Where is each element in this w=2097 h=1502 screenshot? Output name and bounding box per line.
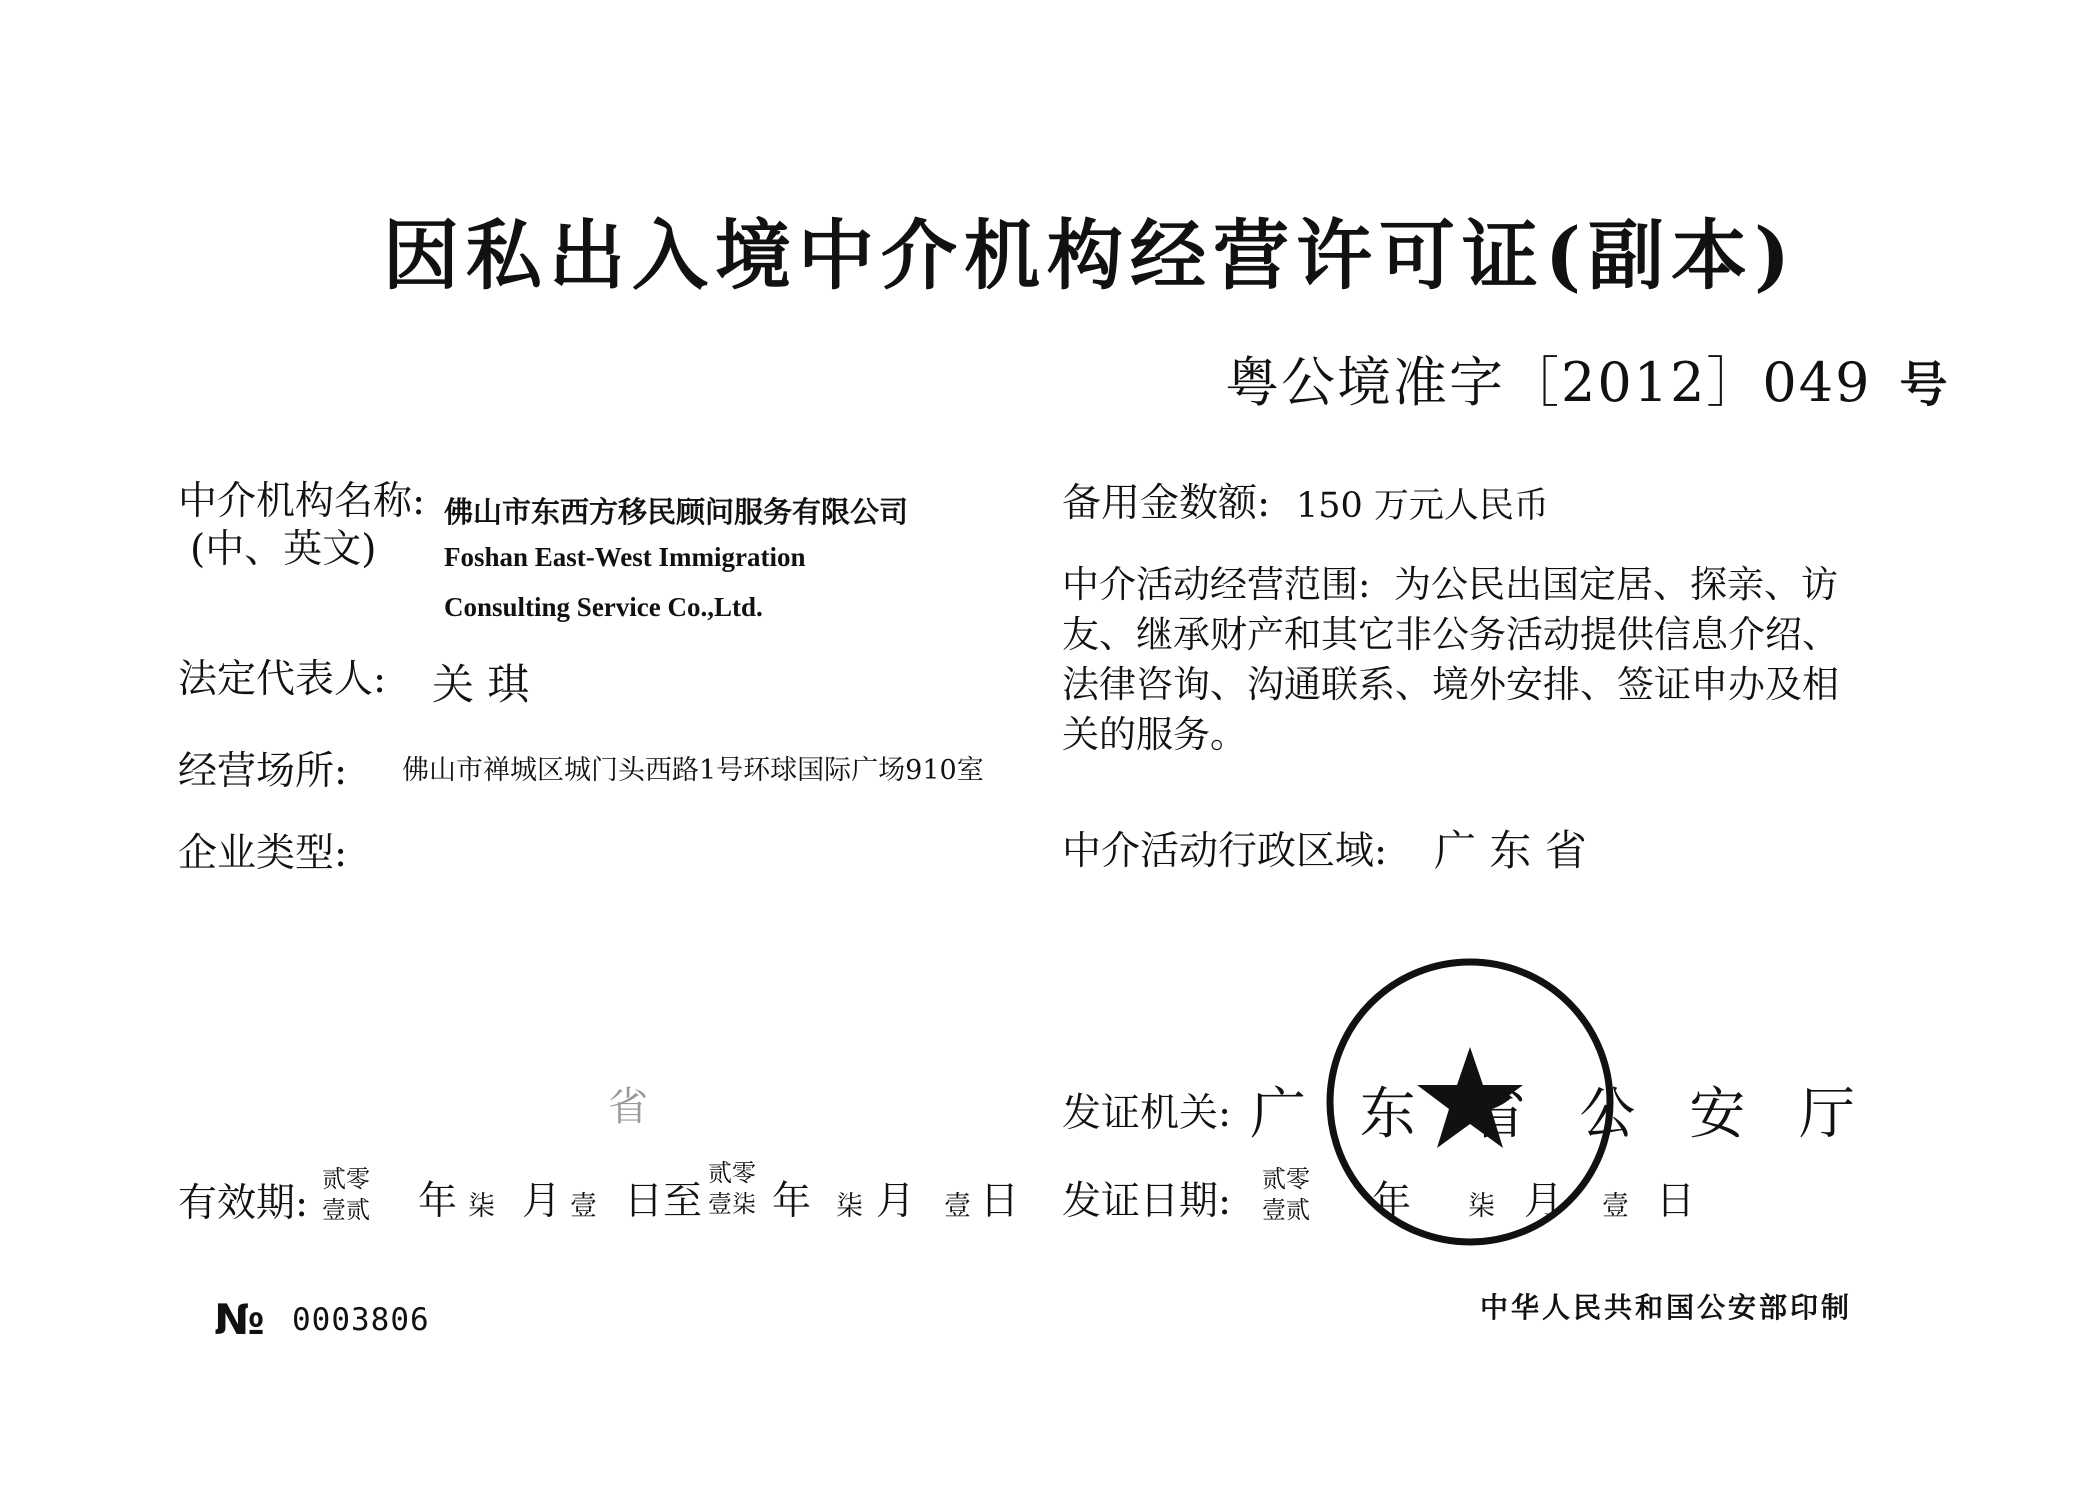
- region-value: 广 东 省: [1434, 826, 1587, 875]
- agency-name-en-line2: Consulting Service Co.,Ltd.: [444, 592, 763, 622]
- validity-yue2: 月: [876, 1179, 916, 1224]
- validity-end-year: [708, 1158, 756, 1220]
- validity-end-month: 柒: [836, 1191, 863, 1222]
- permit-number: [1225, 340, 1950, 417]
- printer-credit: 中华人民共和国公安部印制: [1480, 1291, 1853, 1324]
- legal-rep-value: 关 琪: [432, 660, 530, 709]
- issue-date-month: 柒: [1468, 1191, 1495, 1222]
- issuer-value: 广 东 省 公 安 厅: [1250, 1082, 1874, 1147]
- issue-date-year-top: 贰零: [1262, 1165, 1310, 1193]
- faint-mark-b: 省: [608, 1084, 648, 1130]
- validity-start-month: 柒: [468, 1191, 495, 1222]
- issuer-label: 发证机关:: [1062, 1091, 1232, 1136]
- document-title: 因私出入境中介机构经营许可证(副本): [383, 211, 1797, 300]
- legal-rep-label: 法定代表人:: [178, 657, 387, 702]
- premises-label: 经营场所:: [178, 749, 348, 794]
- permit-number-text: 粤公境准字［2012］049: [1225, 351, 1872, 414]
- validity-nian2: 年: [772, 1179, 812, 1224]
- validity-end-year-top: 贰零: [708, 1159, 756, 1187]
- serial-mark: №: [214, 1295, 265, 1344]
- agency-name-label-sub: (中、英文): [190, 527, 377, 572]
- reserve-fund-label: 备用金数额:: [1062, 481, 1271, 526]
- validity-label: 有效期:: [178, 1181, 309, 1226]
- agency-name-label: 中介机构名称:: [178, 479, 426, 524]
- issue-date-yue: 月: [1524, 1179, 1564, 1224]
- business-scope-value: 为公民出国定居、探亲、访友、继承财产和其它非公务活动提供信息介绍、法律咨询、沟通联系、境外安排、签证申办及相关的服务。: [1062, 563, 1839, 756]
- agency-name-cn: 佛山市东西方移民顾问服务有限公司: [444, 495, 909, 529]
- issue-date-year: [1262, 1164, 1310, 1226]
- enterprise-type-label: 企业类型:: [178, 831, 348, 876]
- validity-start-year-bottom: 壹贰: [322, 1196, 370, 1224]
- validity-end-year-bottom: 壹柒: [708, 1190, 756, 1218]
- validity-start-day: 壹: [570, 1191, 597, 1222]
- permit-number-suffix: 号: [1899, 357, 1950, 413]
- validity-ri2: 日: [980, 1179, 1020, 1224]
- validity-start-year: [322, 1164, 370, 1226]
- issue-date-day: 壹: [1602, 1191, 1629, 1222]
- serial-number: 0003806: [292, 1302, 430, 1338]
- reserve-fund-value: 150 万元人民币: [1296, 486, 1549, 526]
- issue-date-year-bottom: 壹贰: [1262, 1196, 1310, 1224]
- validity-end-day: 壹: [944, 1191, 971, 1222]
- validity-nian: 年: [418, 1179, 458, 1224]
- validity-ri-zhi: 日至: [624, 1179, 703, 1224]
- agency-name-en-line1: Foshan East-West Immigration: [444, 542, 806, 572]
- business-scope-label: 中介活动经营范围:: [1062, 563, 1371, 606]
- issue-date-nian: 年: [1372, 1179, 1412, 1224]
- issue-date-label: 发证日期:: [1062, 1179, 1232, 1224]
- validity-start-year-top: 贰零: [322, 1165, 370, 1193]
- region-label: 中介活动行政区域:: [1062, 829, 1388, 874]
- issue-date-ri: 日: [1656, 1179, 1696, 1224]
- premises-value: 佛山市禅城区城门头西路1号环球国际广场910室: [402, 755, 984, 786]
- validity-yue: 月: [522, 1179, 562, 1224]
- business-scope: [1062, 560, 1872, 760]
